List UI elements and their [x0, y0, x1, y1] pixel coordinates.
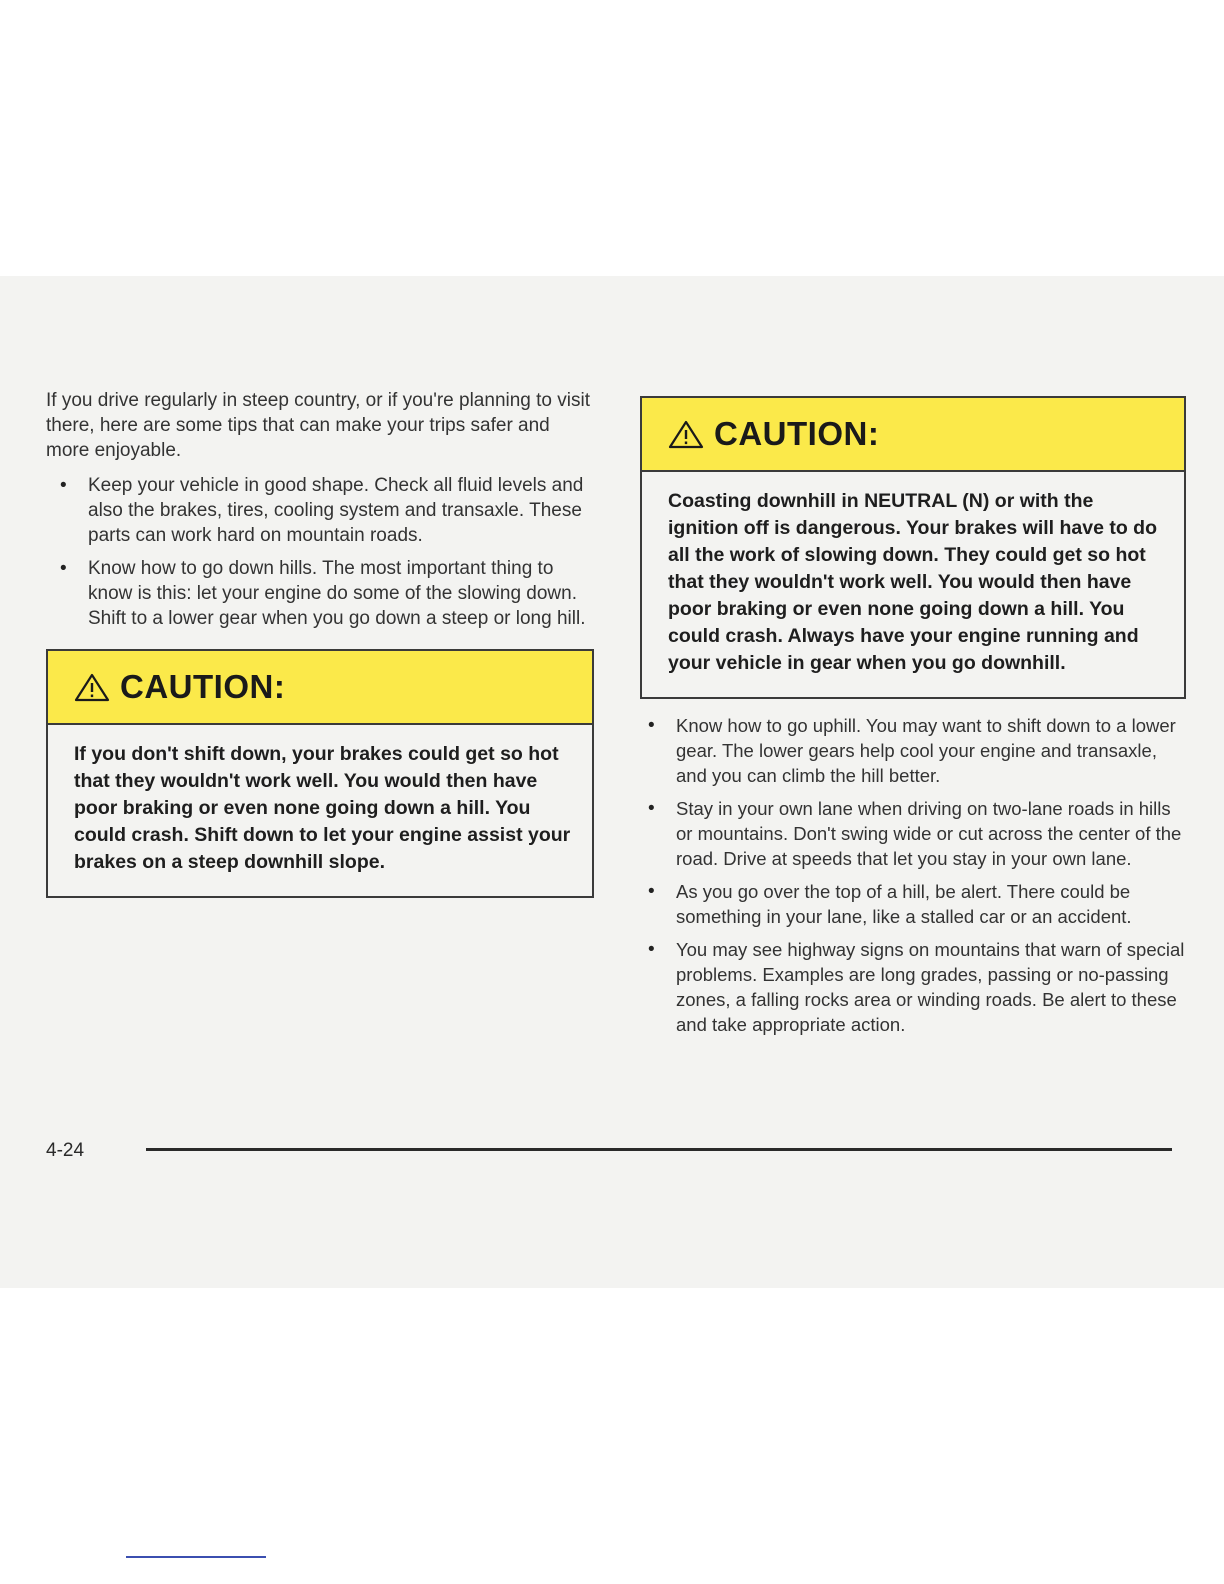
intro-paragraph: If you drive regularly in steep country, or if you're planning to visit there, here are some tips that can make your trips safer and more enjoyable.: [46, 390, 590, 461]
bottom-divider: [126, 1556, 266, 1558]
bullet-icon: •: [648, 715, 655, 736]
bullet-icon: •: [648, 939, 655, 960]
list-item-text: Know how to go uphill. You may want to shift down to a lower gear. The lower gears help cool your engine and transaxle, and you can climb the hill better.: [676, 715, 1176, 786]
bullet-icon: •: [60, 558, 67, 579]
left-column: [46, 388, 594, 898]
warning-triangle-icon: [74, 672, 110, 702]
caution-title: CAUTION:: [120, 668, 286, 705]
list-item: [640, 713, 1186, 788]
right-column: [640, 396, 1186, 1045]
caution-box-shift-down: [46, 649, 594, 898]
right-bullet-list: [640, 713, 1186, 1037]
caution-body: Coasting downhill in NEUTRAL (N) or with the ignition off is dangerous. Your brakes will have to do all the work of slowing down. They could get so hot that they wouldn't work well. You would then have poor braking or even none going down a hill. You could crash. Always have your engine running and your vehicle in gear when you go downhill.: [668, 490, 1158, 674]
list-item: [640, 796, 1186, 871]
page-number: 4-24: [46, 1140, 85, 1161]
caution-body: If you don't shift down, your brakes could get so hot that they wouldn't work well. You would then have poor braking or even none going down a hill. You could crash. Shift down to let your engine assist your brakes on a steep downhill slope.: [74, 743, 571, 873]
list-item: [46, 556, 594, 631]
list-item-text: Know how to go down hills. The most important thing to know is this: let your engine do some of the slowing down. Shift to a lower gear when you go down a steep or long hill.: [88, 558, 586, 629]
caution-header: [48, 651, 592, 725]
list-item: [46, 473, 594, 548]
bullet-icon: •: [648, 881, 655, 902]
list-item-text: You may see highway signs on mountains that warn of special problems. Examples are long grades, passing or no-passing zones, a falling rocks area or winding roads. Be alert to these and take appropriate action.: [676, 939, 1185, 1035]
list-item-text: Keep your vehicle in good shape. Check all fluid levels and also the brakes, tires, cooling system and transaxle. These parts can work hard on mountain roads.: [88, 475, 584, 546]
list-item: [640, 879, 1186, 929]
list-item-text: Stay in your own lane when driving on two-lane roads in hills or mountains. Don't swing wide or cut across the center of the road. Drive at speeds that let you stay in your own lane.: [676, 798, 1182, 869]
caution-header: [642, 398, 1184, 472]
list-item: [640, 937, 1186, 1037]
warning-triangle-icon: [668, 419, 704, 449]
caution-title: CAUTION:: [714, 415, 880, 452]
bullet-icon: •: [648, 798, 655, 819]
left-bullet-list: [46, 473, 594, 631]
bullet-icon: •: [60, 475, 67, 496]
footer-divider: [146, 1148, 1172, 1151]
caution-box-coasting: [640, 396, 1186, 699]
list-item-text: As you go over the top of a hill, be alert. There could be something in your lane, like a stalled car or an accident.: [676, 881, 1132, 927]
